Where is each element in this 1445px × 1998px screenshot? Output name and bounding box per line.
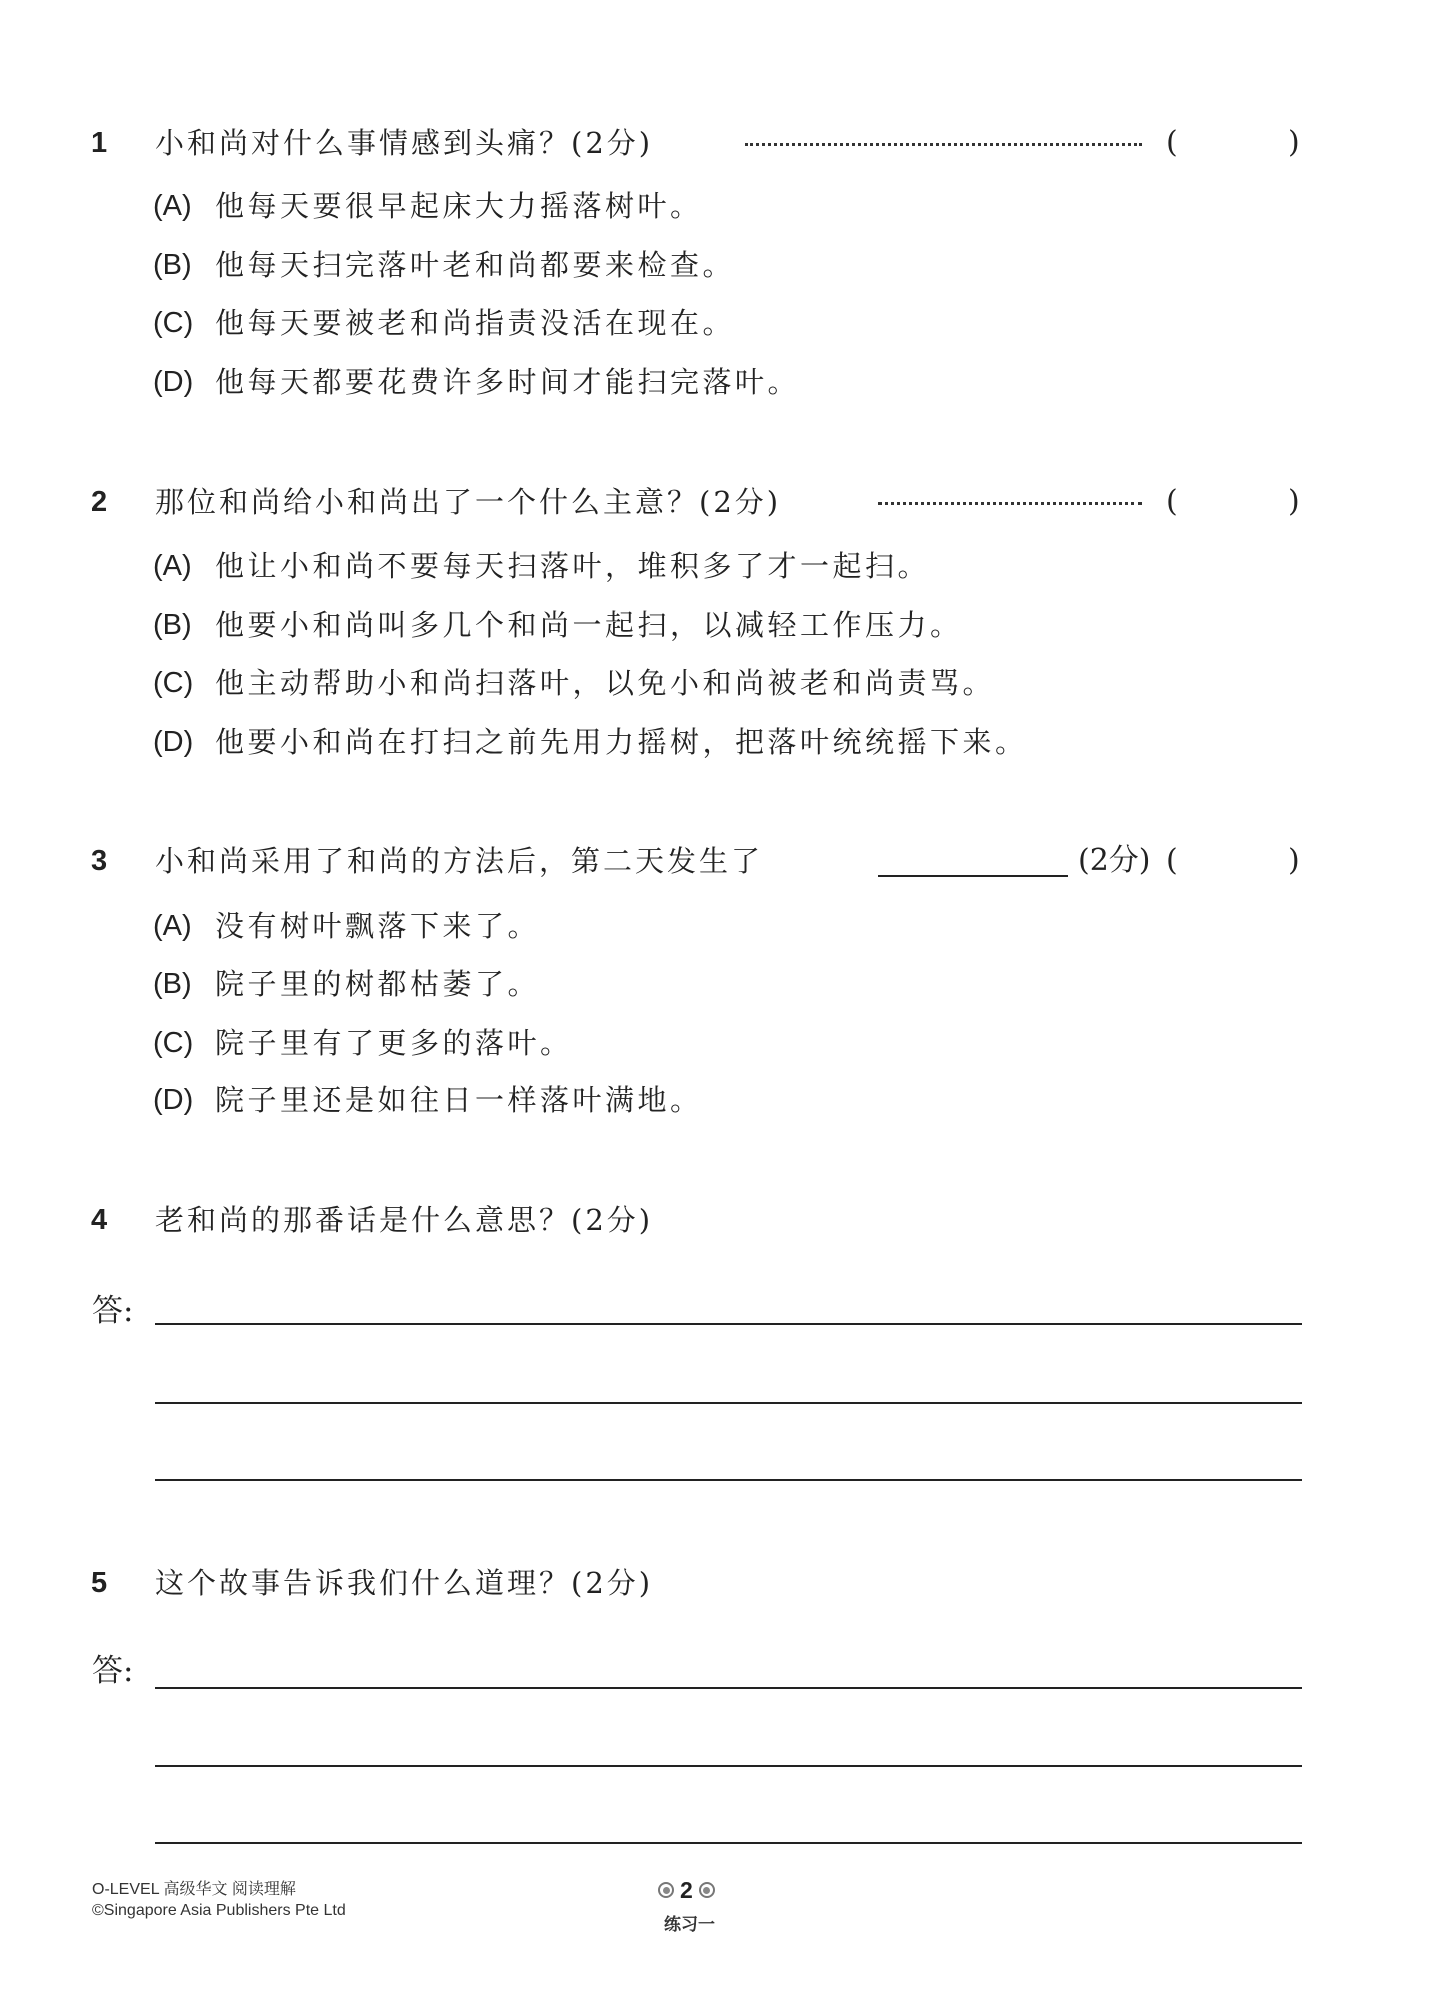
option-label: (D) <box>153 726 194 758</box>
answer-paren-close: ) <box>1288 484 1300 519</box>
page-number: 2 <box>680 1877 693 1903</box>
question-number: 5 <box>91 1567 108 1599</box>
fill-blank-line <box>878 875 1068 877</box>
question-text: 那位和尚给小和尚出了一个什么主意？(2分) <box>155 485 782 519</box>
answer-line[interactable] <box>155 1687 1302 1689</box>
answer-paren-open: ( <box>1166 125 1178 160</box>
question-number: 3 <box>91 845 108 877</box>
section-label: 练习一 <box>664 1915 715 1934</box>
option-label: (B) <box>153 968 192 1000</box>
option-label: (B) <box>153 609 192 641</box>
leader-dots <box>878 502 1142 505</box>
option-label: (D) <box>153 366 194 398</box>
answer-label: 答: <box>92 1293 134 1329</box>
leader-dots <box>745 143 1142 146</box>
page-bullet-icon <box>658 1882 674 1898</box>
option-text: 没有树叶飘落下来了。 <box>215 909 541 943</box>
option-label: (D) <box>153 1084 194 1116</box>
question-number: 4 <box>91 1204 108 1236</box>
page-number-block <box>658 1878 715 1902</box>
option-label: (C) <box>153 667 194 699</box>
option-text: 院子里有了更多的落叶。 <box>215 1026 573 1060</box>
option-text: 他让小和尚不要每天扫落叶，堆积多了才一起扫。 <box>215 549 931 583</box>
option-text: 他每天要被老和尚指责没活在现在。 <box>215 306 736 340</box>
answer-line[interactable] <box>155 1479 1302 1481</box>
option-text: 他每天都要花费许多时间才能扫完落叶。 <box>215 365 801 399</box>
option-text: 他主动帮助小和尚扫落叶，以免小和尚被老和尚责骂。 <box>215 666 996 700</box>
book-title: O-LEVEL 高级华文 阅读理解 <box>92 1881 296 1898</box>
option-text: 院子里还是如往日一样落叶满地。 <box>215 1083 703 1117</box>
page-bullet-icon <box>699 1882 715 1898</box>
answer-paren-open: ( <box>1166 484 1178 519</box>
option-text: 他要小和尚叫多几个和尚一起扫，以减轻工作压力。 <box>215 608 963 642</box>
answer-line[interactable] <box>155 1842 1302 1844</box>
answer-paren-close: ) <box>1288 843 1300 878</box>
option-text: 院子里的树都枯萎了。 <box>215 967 541 1001</box>
answer-paren-close: ) <box>1288 125 1300 160</box>
question-text: 小和尚采用了和尚的方法后，第二天发生了 <box>155 844 764 878</box>
question-text: 老和尚的那番话是什么意思？(2分) <box>155 1203 654 1237</box>
option-text: 他每天要很早起床大力摇落树叶。 <box>215 189 703 223</box>
answer-line[interactable] <box>155 1402 1302 1404</box>
question-text: 小和尚对什么事情感到头痛？(2分) <box>155 126 654 160</box>
option-label: (A) <box>153 550 192 582</box>
question-text: 这个故事告诉我们什么道理？(2分) <box>155 1566 654 1600</box>
question-marks: (2分) <box>1078 843 1151 878</box>
answer-line[interactable] <box>155 1323 1302 1325</box>
copyright: ©Singapore Asia Publishers Pte Ltd <box>92 1902 346 1919</box>
question-number: 2 <box>91 486 108 518</box>
option-label: (C) <box>153 1027 194 1059</box>
option-label: (B) <box>153 249 192 281</box>
question-number: 1 <box>91 127 108 159</box>
answer-line[interactable] <box>155 1765 1302 1767</box>
option-text: 他要小和尚在打扫之前先用力摇树，把落叶统统摇下来。 <box>215 725 1028 759</box>
option-label: (A) <box>153 190 192 222</box>
option-label: (C) <box>153 307 194 339</box>
answer-paren-open: ( <box>1166 843 1178 878</box>
option-text: 他每天扫完落叶老和尚都要来检查。 <box>215 248 736 282</box>
option-label: (A) <box>153 910 192 942</box>
answer-label: 答: <box>92 1653 134 1689</box>
